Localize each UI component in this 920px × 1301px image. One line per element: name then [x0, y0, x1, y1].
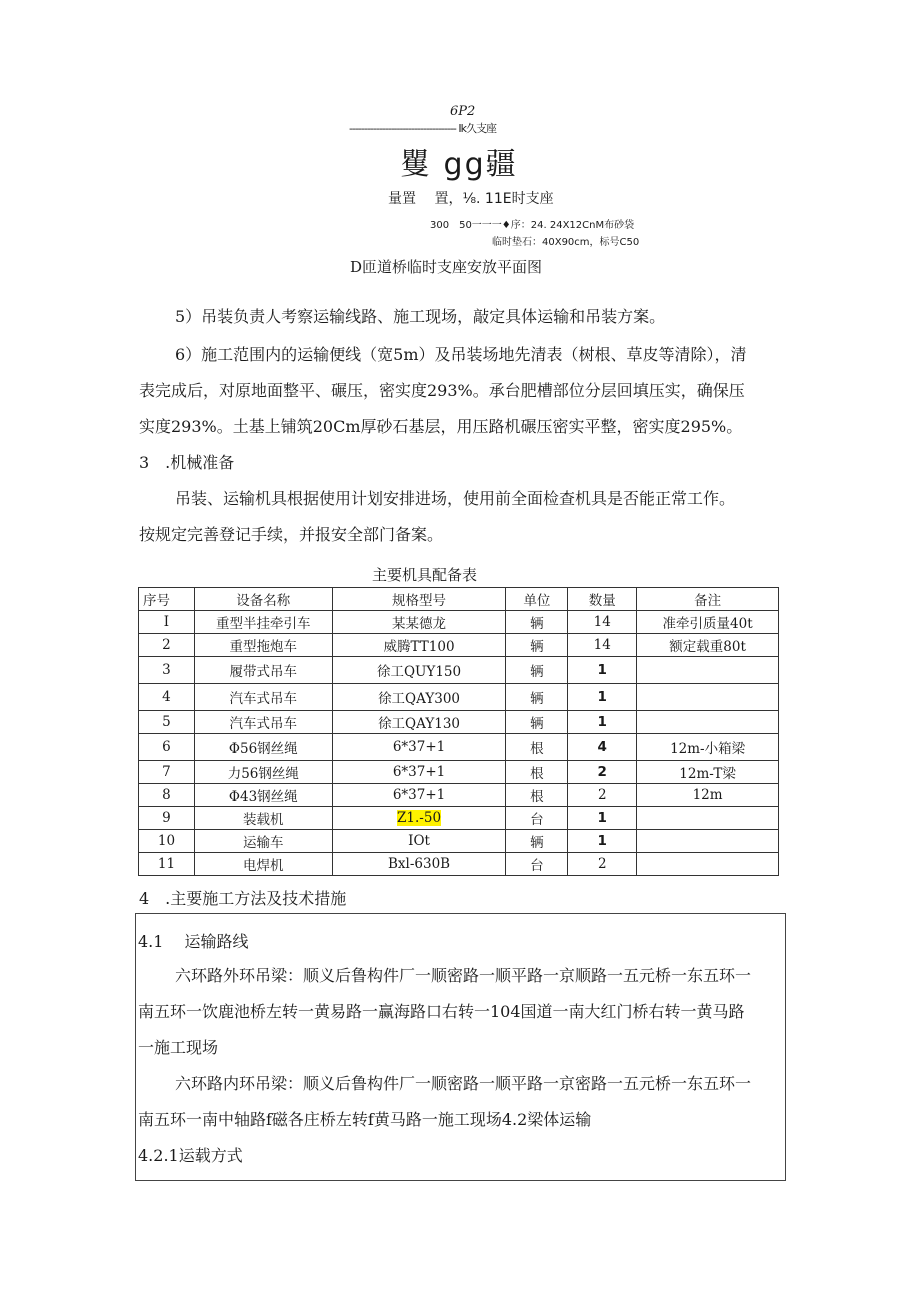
table-row	[139, 853, 779, 876]
cell-model: 徐工QAY130	[332, 711, 506, 734]
cell-qty: 14	[568, 611, 637, 634]
cell-model-highlighted: Z1.-50	[397, 810, 442, 826]
section-3-text-1: 吊装、运输机具根据使用计划安排进场，使用前全面检查机具是否能正常工作。	[175, 489, 736, 508]
table-title: 主要机具配备表	[372, 566, 478, 584]
paragraph-6-text-3: 实度293%。土基上铺筑20Cm厚砂石基层，用压路机碾压密实平整，密实度295%。	[139, 417, 743, 436]
header-name: 设备名称	[194, 588, 332, 611]
inner-route-line-1: 六环路内环吊梁：顺义后鲁构件厂一顺密路一顺平路一京密路一五元桥一东五环一	[175, 1074, 752, 1093]
header-model: 规格型号	[332, 588, 506, 611]
cell-model: 某某德龙	[332, 611, 506, 634]
paragraph-6-text-1: 6）施工范围内的运输便线（宽5m）及吊装场地先清表（树根、草皮等清除），清	[175, 345, 747, 364]
inner-route-line-2: 南五环一南中轴路f磁各庄桥左转f黄马路一施工现场4.2梁体运输	[138, 1110, 592, 1129]
cell-unit: 辆	[506, 684, 568, 711]
cell-name: 汽车式吊车	[194, 684, 332, 711]
figure-note-1: 300 50一一一♦序：24. 24X12CnM布砂袋	[430, 220, 635, 231]
cell-name: 装载机	[194, 807, 332, 830]
cell-qty: 1	[568, 807, 637, 830]
cell-unit: 台	[506, 807, 568, 830]
section-4-2-1-heading: 4.2.1运载方式	[138, 1146, 243, 1165]
cell-index: 10	[139, 830, 195, 853]
cell-qty: 4	[568, 734, 637, 761]
cell-index: 2	[139, 634, 195, 657]
cell-model	[332, 807, 506, 830]
cell-remark: 准牵引质量40t	[637, 611, 779, 634]
outer-route-line-3: 一施工现场	[138, 1038, 219, 1057]
table-row	[139, 711, 779, 734]
cell-remark	[637, 830, 779, 853]
cell-qty: 1	[568, 830, 637, 853]
cell-index: 9	[139, 807, 195, 830]
table-row	[139, 761, 779, 784]
cell-remark: 12m-小箱梁	[637, 734, 779, 761]
cell-model: 6*37+1	[332, 734, 506, 761]
cell-qty: 14	[568, 634, 637, 657]
table-row	[139, 807, 779, 830]
cell-index: 8	[139, 784, 195, 807]
table-header-row	[139, 588, 779, 611]
figure-line: ------------------------------------ Ik久支座	[349, 122, 497, 135]
cell-model: 徐工QUY150	[332, 657, 506, 684]
outer-route-line-1: 六环路外环吊梁：顺义后鲁构件厂一顺密路一顺平路一京顺路一五元桥一东五环一	[175, 966, 752, 985]
table-row	[139, 734, 779, 761]
cell-index: I	[139, 611, 195, 634]
cell-unit: 台	[506, 853, 568, 876]
table-row	[139, 611, 779, 634]
table-row	[139, 657, 779, 684]
cell-name: 电焊机	[194, 853, 332, 876]
figure-mid-text: 量置 置，⅛. 11E时支座	[388, 191, 554, 207]
cell-unit: 辆	[506, 657, 568, 684]
cell-index: 4	[139, 684, 195, 711]
cell-model: 威腾TT100	[332, 634, 506, 657]
cell-remark	[637, 711, 779, 734]
header-index: 序号	[139, 588, 195, 611]
table-row	[139, 634, 779, 657]
cell-model: 徐工QAY300	[332, 684, 506, 711]
cell-name: Φ56钢丝绳	[194, 734, 332, 761]
section-3-heading-text: 3 .机械准备	[139, 453, 235, 472]
figure-garbled-title: 矍 gg疆	[400, 147, 518, 182]
cell-unit: 辆	[506, 634, 568, 657]
cell-remark: 额定载重80t	[637, 634, 779, 657]
cell-name: 汽车式吊车	[194, 711, 332, 734]
cell-index: 5	[139, 711, 195, 734]
cell-qty: 2	[568, 761, 637, 784]
cell-model: IOt	[332, 830, 506, 853]
table-row	[139, 684, 779, 711]
section-3-text-2: 按规定完善登记手续，并报安全部门备案。	[139, 525, 444, 544]
cell-name: 力56钢丝绳	[194, 761, 332, 784]
cell-unit: 根	[506, 761, 568, 784]
figure-note-2: 临时垫石：40X90cm，标号C50	[492, 237, 640, 248]
cell-model: Bxl-630B	[332, 853, 506, 876]
cell-unit: 辆	[506, 611, 568, 634]
cell-remark	[637, 657, 779, 684]
cell-unit: 辆	[506, 830, 568, 853]
paragraph-6-text-2: 表完成后，对原地面整平、碾压，密实度293%。承台肥槽部位分层回填压实，确保压	[139, 381, 745, 400]
cell-unit: 根	[506, 784, 568, 807]
cell-qty: 2	[568, 784, 637, 807]
section-4-1-heading: 4.1 运输路线	[138, 932, 249, 951]
table-row	[139, 784, 779, 807]
equipment-table	[138, 587, 779, 876]
cell-index: 3	[139, 657, 195, 684]
cell-remark: 12m	[637, 784, 779, 807]
cell-qty: 2	[568, 853, 637, 876]
cell-qty: 1	[568, 657, 637, 684]
cell-unit: 根	[506, 734, 568, 761]
header-remark: 备注	[637, 588, 779, 611]
cell-name: 重型拖炮车	[194, 634, 332, 657]
table-row	[139, 830, 779, 853]
cell-name: 履带式吊车	[194, 657, 332, 684]
section-4-box	[135, 913, 786, 1181]
cell-index: 7	[139, 761, 195, 784]
cell-index: 11	[139, 853, 195, 876]
cell-remark	[637, 684, 779, 711]
figure-label: 6P2	[450, 104, 476, 119]
header-unit: 单位	[506, 588, 568, 611]
cell-remark	[637, 807, 779, 830]
cell-remark	[637, 853, 779, 876]
header-qty: 数量	[568, 588, 637, 611]
cell-model: 6*37+1	[332, 784, 506, 807]
cell-name: 运输车	[194, 830, 332, 853]
section-4-heading: 4 .主要施工方法及技术措施	[139, 889, 347, 908]
cell-name: 重型半挂牵引车	[194, 611, 332, 634]
figure-caption: D匝道桥临时支座安放平面图	[350, 258, 543, 276]
cell-name: Φ43钢丝绳	[194, 784, 332, 807]
cell-unit: 辆	[506, 711, 568, 734]
cell-remark: 12m-T梁	[637, 761, 779, 784]
cell-index: 6	[139, 734, 195, 761]
cell-qty: 1	[568, 684, 637, 711]
paragraph-5-text: 5）吊装负责人考察运输线路、施工现场，敲定具体运输和吊装方案。	[175, 307, 666, 326]
cell-model: 6*37+1	[332, 761, 506, 784]
outer-route-line-2: 南五环一饮鹿池桥左转一黄易路一赢海路口右转一104国道一南大红门桥右转一黄马路	[138, 1002, 745, 1021]
cell-qty: 1	[568, 711, 637, 734]
